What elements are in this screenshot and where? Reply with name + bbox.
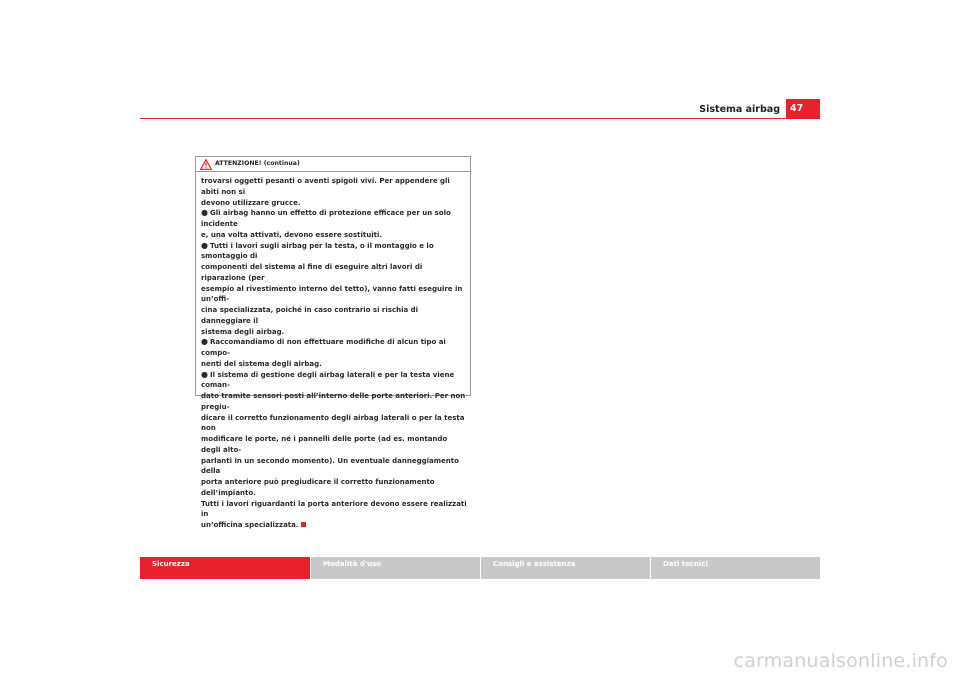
text-line: devono utilizzare grucce. [201, 198, 301, 207]
text-line: dicare il corretto funzionamento degli airbag laterali o per la testa non [201, 413, 465, 433]
warning-box [195, 156, 471, 529]
bullet-icon: ● [201, 337, 208, 347]
text-line: Il sistema di gestione degli airbag laterali e per la testa viene coman- [201, 370, 455, 390]
tab-consigli-assistenza[interactable]: Consigli e assistenza [481, 557, 650, 579]
text-line: un’officina specializzata. [201, 521, 299, 529]
text-line: Tutti i lavori riguardanti la porta anteriore devono essere realizzati in [201, 499, 467, 519]
text-line: dato tramite sensori posti all’interno delle porte anteriori. Per non pregiu- [201, 392, 466, 411]
bullet-icon: ● [201, 240, 208, 250]
bullet-item [201, 337, 469, 359]
text-line: sistema degli airbag. [201, 327, 285, 336]
tab-modalita-duso[interactable]: Modalità d'uso [311, 557, 480, 579]
text-line: componenti del sistema al fine di eseguire altri lavori di riparazione (per [201, 263, 423, 282]
section-title: Sistema airbag [699, 104, 780, 115]
text-line: esempio al rivestimento interno del tetto), vanno fatti eseguire in un’offi- [201, 284, 463, 304]
header-rule [140, 118, 820, 119]
warning-body [201, 176, 469, 531]
warning-triangle-icon [200, 159, 212, 170]
bullet-icon: ● [201, 208, 208, 218]
text-line: modificare le porte, né i pannelli delle porte (ad es. montando degli alto- [201, 435, 448, 454]
text-line: trovarsi oggetti pesanti o aventi spigoli vivi. Per appendere gli abiti non si [201, 177, 450, 196]
end-marker-icon [301, 522, 306, 527]
text-line: nenti del sistema degli airbag. [201, 359, 322, 368]
text-line: Raccomandiamo di non effettuare modifiche di alcun tipo ai compo- [201, 338, 446, 357]
warning-title: ATTENZIONE! (continua) [215, 160, 300, 167]
watermark: carmanualsonline.info [733, 650, 948, 672]
bullet-icon: ● [201, 369, 208, 379]
bullet-item [201, 370, 469, 392]
text-line: porta anteriore può pregiudicare il corretto funzionamento dell’impianto. [201, 478, 435, 497]
text-line: Tutti i lavori sugli airbag per la testa, o il montaggio e lo smontaggio di [201, 241, 434, 261]
page-number: 47 [786, 99, 820, 119]
warning-header [196, 157, 470, 172]
text-line: Gli airbag hanno un effetto di protezione efficace per un solo incidente [201, 209, 451, 228]
footer-nav [140, 557, 820, 579]
text-line: parlanti in un secondo momento). Un eventuale danneggiamento della [201, 456, 459, 476]
bullet-item [201, 208, 469, 230]
tab-dati-tecnici[interactable]: Dati tecnici [651, 557, 820, 579]
bullet-item [201, 241, 469, 263]
tab-sicurezza[interactable]: Sicurezza [140, 557, 310, 579]
text-line: cina specializzata, poiché in caso contrario si rischia di danneggiare il [201, 306, 419, 325]
text-line: e, una volta attivati, devono essere sostituiti. [201, 230, 383, 239]
